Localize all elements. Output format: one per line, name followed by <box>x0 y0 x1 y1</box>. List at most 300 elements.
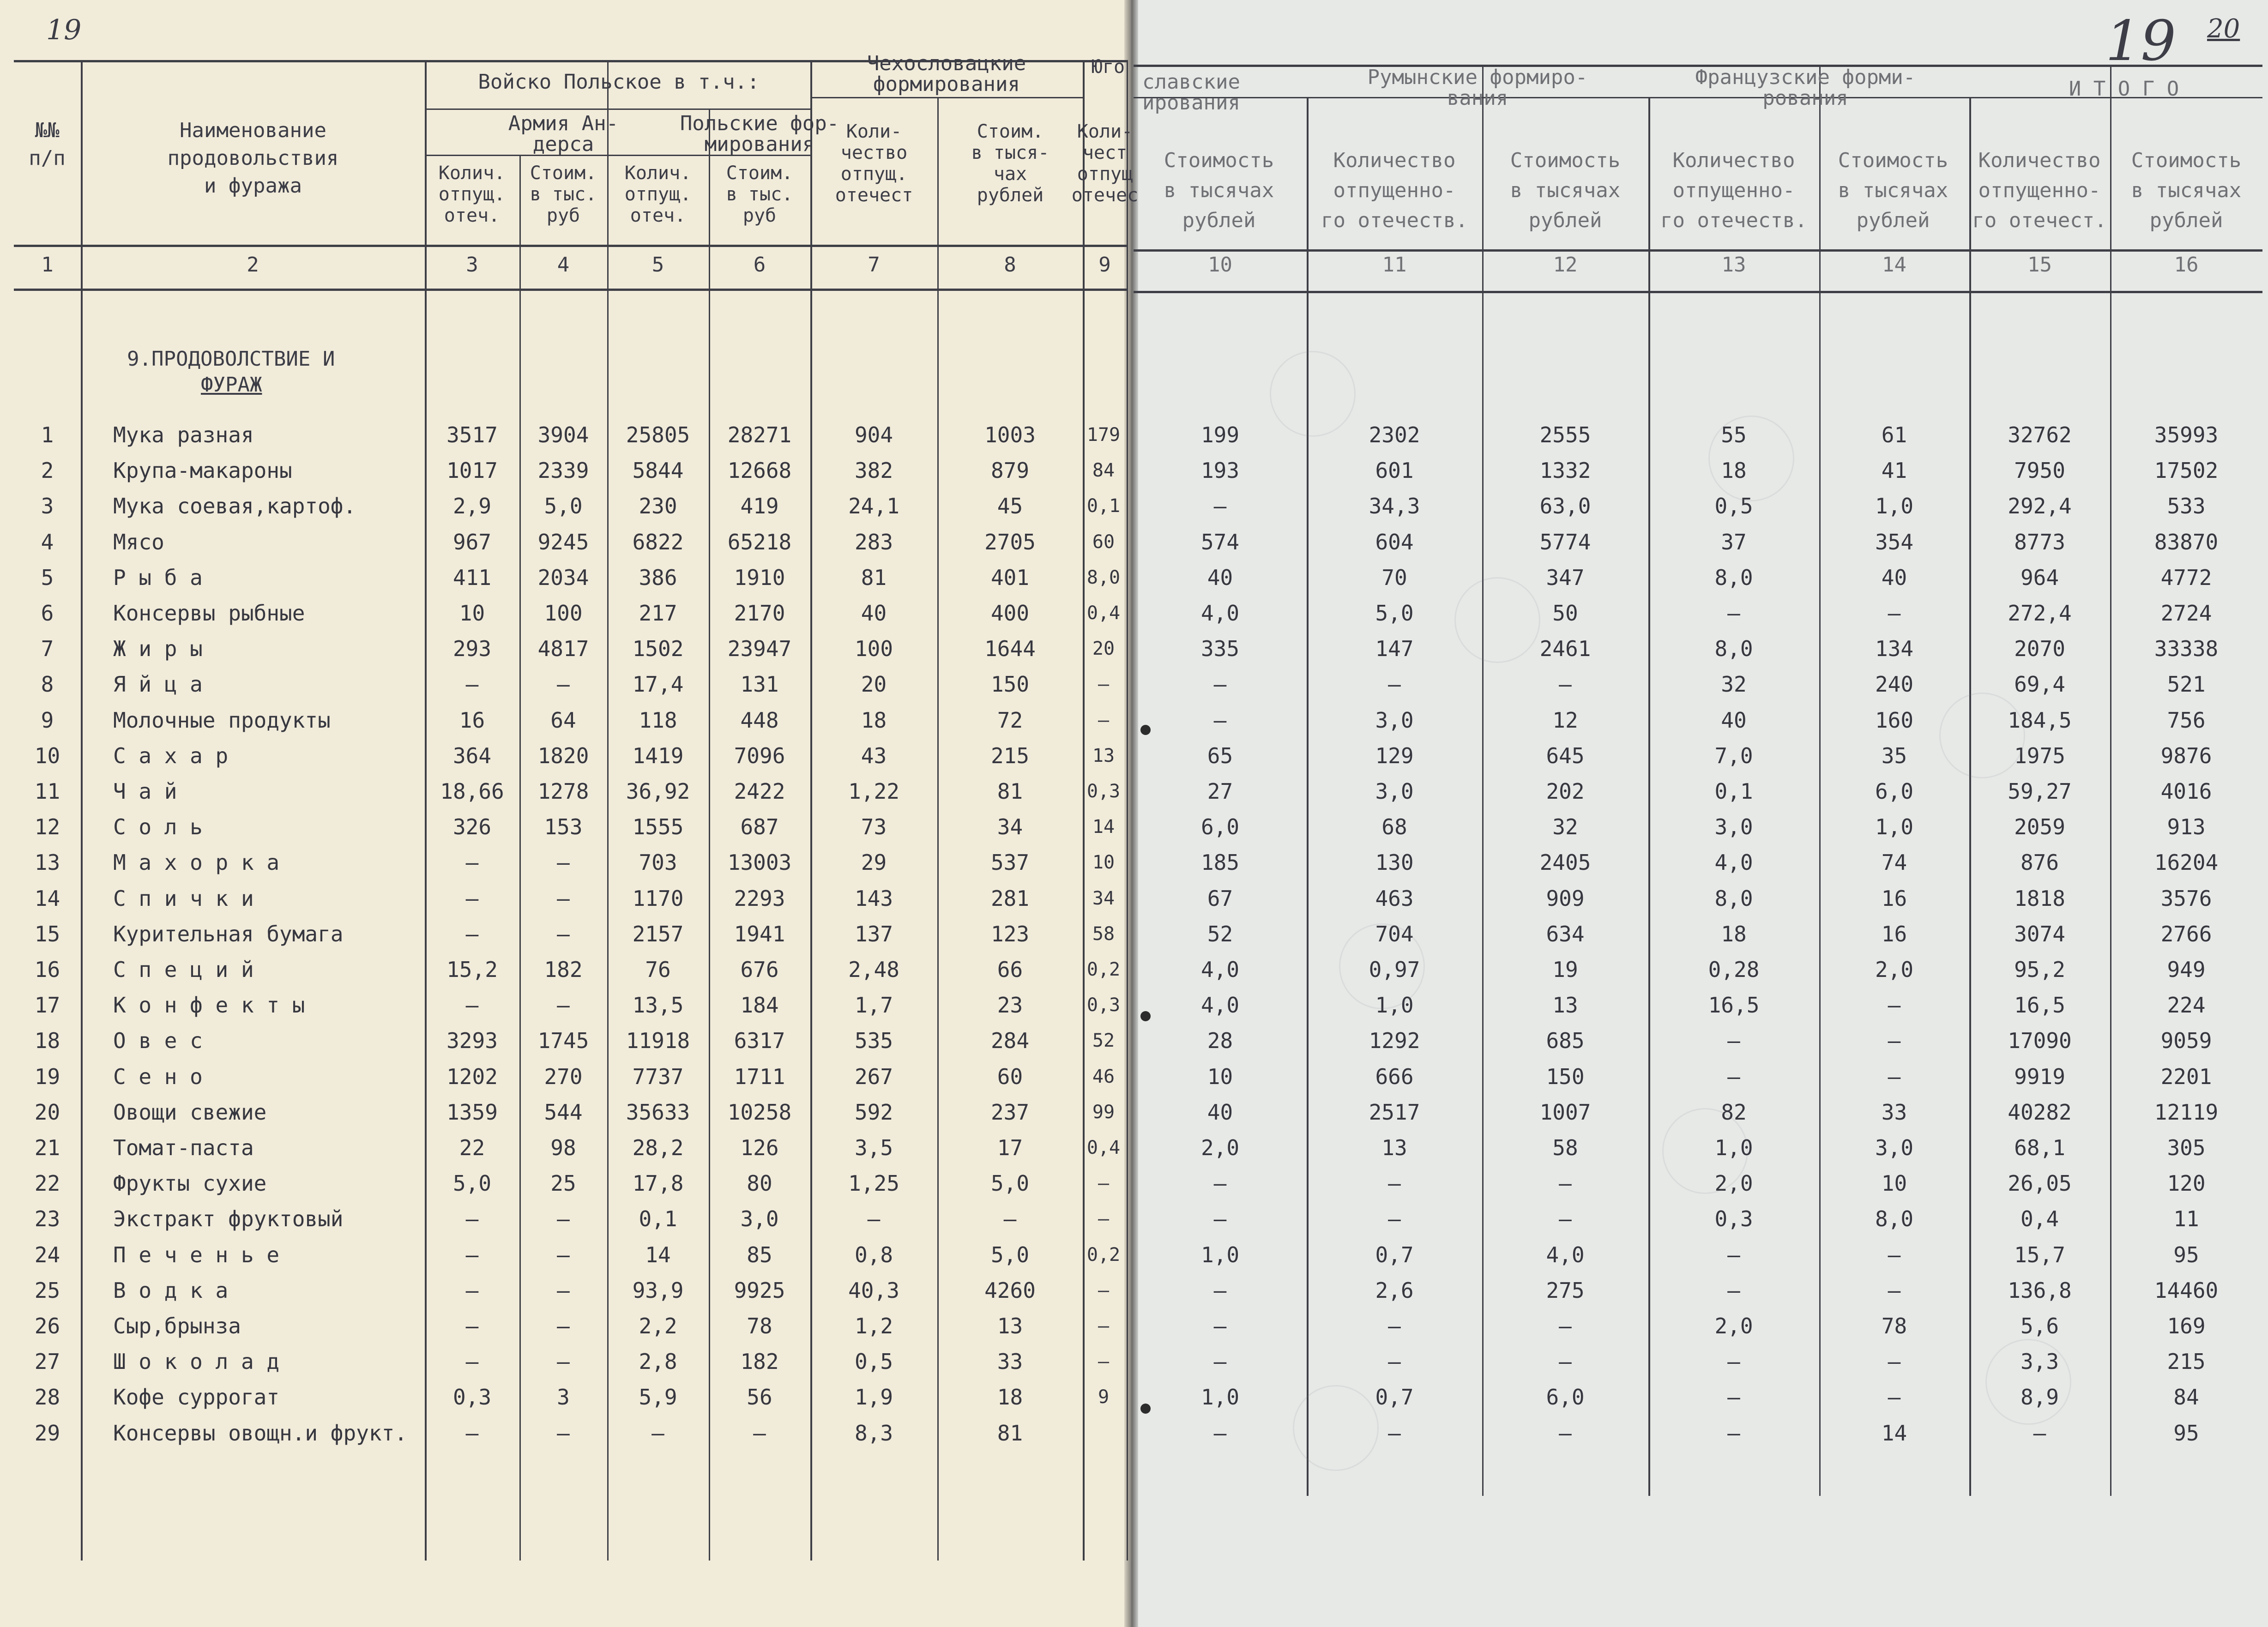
cell-value: – <box>1098 1351 1110 1373</box>
left-page-number: 19 <box>46 14 82 46</box>
cell-value: 1555 <box>632 814 684 840</box>
cell-value: 270 <box>544 1064 583 1089</box>
section-title <box>127 346 335 398</box>
column-number: 2 <box>247 253 259 277</box>
cell-value: 6317 <box>734 1028 785 1054</box>
cell-value: 533 <box>2167 494 2206 519</box>
item-name: С п и ч к и <box>113 886 254 911</box>
cell-value: 20 <box>1092 638 1115 660</box>
cell-value: 182 <box>544 957 583 982</box>
cell-value: 967 <box>452 529 492 554</box>
cell-value: – <box>1888 601 1901 626</box>
cell-value: 160 <box>1875 707 1914 733</box>
cell-value: 32 <box>1552 814 1578 840</box>
cell-value: 704 <box>1375 921 1414 946</box>
header-c4: Стоим. <box>530 163 597 184</box>
cell-value: 0,4 <box>1086 1137 1121 1158</box>
cell-value: 284 <box>990 1028 1030 1054</box>
cell-value: 1292 <box>1369 1028 1420 1054</box>
cell-value: 95 <box>2173 1420 2199 1446</box>
cell-value: 81 <box>997 1420 1023 1446</box>
watermark-stamp <box>1339 923 1425 1009</box>
cell-value: 5,6 <box>2020 1314 2059 1338</box>
header-c15: Количество <box>1978 149 2101 172</box>
cell-value: 58 <box>1092 923 1115 945</box>
cell-value: 17,8 <box>632 1171 684 1196</box>
item-name: К о н ф е к т ы <box>113 993 305 1018</box>
header-c16: в тысячах <box>2131 179 2242 202</box>
cell-value: 14460 <box>2154 1277 2219 1303</box>
cell-value: 18 <box>1721 921 1747 946</box>
cell-value: 4,0 <box>1200 993 1240 1018</box>
header-c10: рублей <box>1182 209 1256 232</box>
header-polish-formations: Польские фор- <box>680 112 839 135</box>
header-c13: отпущенно- <box>1672 179 1795 202</box>
cell-value: 574 <box>1200 529 1240 554</box>
cell-value: – <box>1213 1277 1227 1303</box>
cell-value: 26,05 <box>2008 1171 2072 1196</box>
cell-value: 2461 <box>1539 636 1591 662</box>
cell-value: 40 <box>1207 1099 1233 1125</box>
cell-value: – <box>1559 1206 1572 1232</box>
row-number: 1 <box>41 422 54 447</box>
cell-value: 879 <box>990 458 1030 483</box>
cell-value: 16,5 <box>1708 993 1760 1018</box>
table-row <box>0 457 2268 492</box>
header-c11: отпущенно- <box>1333 179 1456 202</box>
cell-value: 23 <box>997 993 1023 1018</box>
cell-value: 81 <box>861 565 887 590</box>
cell-value: – <box>465 1314 479 1338</box>
cell-value: – <box>1098 1315 1110 1337</box>
header-c11: Количество <box>1333 149 1456 172</box>
cell-value: 40 <box>1207 565 1233 590</box>
table-row <box>0 1312 2268 1348</box>
cell-value: 4,0 <box>1546 1242 1585 1267</box>
cell-value: 143 <box>854 886 893 911</box>
cell-value: – <box>557 1242 570 1267</box>
right-page-number: 19 <box>2105 9 2176 73</box>
header-c15: отпущенно- <box>1978 179 2101 202</box>
cell-value: 65 <box>1207 743 1233 768</box>
header-c12: Стоимость <box>1510 149 1621 172</box>
cell-value: 305 <box>2167 1135 2206 1160</box>
header-yugoslav: славские <box>1142 70 1240 94</box>
cell-value: 4,0 <box>1714 850 1753 875</box>
header-c7: Коли- <box>846 121 902 142</box>
column-number: 4 <box>557 253 570 277</box>
cell-value: 645 <box>1546 743 1585 768</box>
cell-value: 2034 <box>537 565 589 590</box>
header-c6: руб <box>742 205 777 226</box>
cell-value: 147 <box>1375 636 1414 662</box>
cell-value: 150 <box>990 672 1030 697</box>
cell-value: 2,0 <box>1714 1171 1753 1196</box>
header-num: №№ <box>35 119 60 142</box>
row-number: 5 <box>41 565 54 590</box>
cell-value: 364 <box>452 743 492 768</box>
cell-value: 10 <box>1092 852 1115 874</box>
cell-value: 15,2 <box>446 957 498 982</box>
cell-value: – <box>557 1206 570 1232</box>
cell-value: 2,0 <box>1200 1135 1240 1160</box>
cell-value: 0,1 <box>1086 495 1121 517</box>
cell-value: 68 <box>1381 814 1407 840</box>
cell-value: – <box>1559 1420 1572 1446</box>
cell-value: 2,0 <box>1714 1314 1753 1338</box>
cell-value: 2170 <box>734 601 785 626</box>
header-bottom-rule <box>14 245 1127 247</box>
header-c15: го отечест. <box>1972 209 2107 232</box>
row-number: 28 <box>34 1385 60 1410</box>
cell-value: 592 <box>854 1099 893 1125</box>
cell-value: 8,9 <box>2020 1385 2059 1410</box>
header-romanian: вания <box>1447 86 1508 110</box>
cell-value: 78 <box>747 1314 772 1338</box>
cell-value: 2555 <box>1539 422 1591 447</box>
header-c3: отеч. <box>444 205 500 226</box>
cell-value: 1820 <box>537 743 589 768</box>
cell-value: 604 <box>1375 529 1414 554</box>
cell-value: 34,3 <box>1369 494 1420 519</box>
header-c5: отпущ. <box>624 184 692 205</box>
cell-value: 37 <box>1721 529 1747 554</box>
cell-value: 1941 <box>734 921 785 946</box>
cell-value: 535 <box>854 1028 893 1054</box>
cell-value: 634 <box>1546 921 1585 946</box>
cell-value: 3,0 <box>1714 814 1753 840</box>
cell-value: 6,0 <box>1200 814 1240 840</box>
cell-value: 9 <box>1098 1386 1110 1408</box>
header-c8: Стоим. <box>977 121 1044 142</box>
header-c7: отпущ. <box>840 163 908 185</box>
cell-value: 23947 <box>727 636 792 662</box>
cell-value: 10 <box>1207 1064 1233 1089</box>
table-row <box>0 1063 2268 1098</box>
cell-value: 130 <box>1375 850 1414 875</box>
cell-value: – <box>557 1420 570 1446</box>
item-name: Ш о к о л а д <box>113 1349 280 1374</box>
cell-value: 9919 <box>2014 1064 2065 1089</box>
item-name: Экстракт фруктовый <box>113 1206 344 1232</box>
cell-value: 8,3 <box>854 1420 893 1446</box>
header-polish-army: Войско Польское в т.ч.: <box>478 70 760 94</box>
cell-value: – <box>1888 1064 1901 1089</box>
cell-value: 22 <box>459 1135 485 1160</box>
row-number: 20 <box>34 1099 60 1125</box>
cell-value: 83870 <box>2154 529 2219 554</box>
cell-value: 17502 <box>2154 458 2219 483</box>
cell-value: 1202 <box>446 1064 498 1089</box>
cell-value: 537 <box>990 850 1030 875</box>
cell-value: 56 <box>747 1385 772 1410</box>
cell-value: 28271 <box>727 422 792 447</box>
cell-value: 84 <box>2173 1385 2199 1410</box>
item-name: Мука соевая,картоф. <box>113 494 356 519</box>
item-name: Мясо <box>113 529 164 554</box>
cell-value: – <box>1098 674 1110 695</box>
header-c3: Колич. <box>438 163 506 184</box>
cell-value: – <box>1213 707 1227 733</box>
cell-value: 25805 <box>626 422 690 447</box>
cell-value: 0,28 <box>1708 957 1760 982</box>
cell-value: 6,0 <box>1875 779 1914 804</box>
cell-value: 65218 <box>727 529 792 554</box>
row-number: 8 <box>41 672 54 697</box>
table-row <box>0 1134 2268 1169</box>
header-num: п/п <box>29 146 66 170</box>
cell-value: 215 <box>990 743 1030 768</box>
cell-value: 1170 <box>632 886 684 911</box>
cell-value: 7950 <box>2014 458 2065 483</box>
table-row <box>0 956 2268 991</box>
item-name: О в е с <box>113 1028 203 1054</box>
cell-value: 3576 <box>2160 886 2212 911</box>
table-row <box>0 1419 2268 1455</box>
table-row <box>0 885 2268 920</box>
header-c12: в тысячах <box>1510 179 1621 202</box>
header-czech: формирования <box>873 72 1020 96</box>
cell-value: – <box>1098 1208 1110 1230</box>
cell-value: 913 <box>2167 814 2206 840</box>
cell-value: 153 <box>544 814 583 840</box>
cell-value: 100 <box>854 636 893 662</box>
cell-value: 11918 <box>626 1028 690 1054</box>
cell-value: – <box>1213 1171 1227 1196</box>
cell-value: 2,0 <box>1875 957 1914 982</box>
cell-value: 703 <box>639 850 677 875</box>
cell-value: 419 <box>740 494 779 519</box>
cell-value: 2766 <box>2160 921 2212 946</box>
row-number: 19 <box>34 1064 60 1089</box>
cell-value: 2724 <box>2160 601 2212 626</box>
cell-value: 193 <box>1200 458 1240 483</box>
cell-value: 687 <box>740 814 779 840</box>
cell-value: – <box>1213 1420 1227 1446</box>
cell-value: 84 <box>1092 460 1115 482</box>
cell-value: 17 <box>997 1135 1023 1160</box>
cell-value: 40 <box>1721 707 1747 733</box>
cell-value: – <box>1727 1420 1740 1446</box>
header-c4: руб <box>546 205 580 226</box>
header-romanian: Румынские формиро- <box>1367 66 1588 89</box>
cell-value: 1502 <box>632 636 684 662</box>
cell-value: 0,1 <box>639 1206 677 1232</box>
table-row <box>0 1205 2268 1241</box>
cell-value: 8,0 <box>1086 566 1121 588</box>
column-number: 1 <box>41 253 54 277</box>
cell-value: 949 <box>2167 957 2206 982</box>
cell-value: – <box>465 1349 479 1374</box>
row-number: 3 <box>41 494 54 519</box>
cell-value: 16204 <box>2154 850 2219 875</box>
cell-value: 382 <box>854 458 893 483</box>
cell-value: 78 <box>1881 1314 1907 1338</box>
cell-value: 36,92 <box>626 779 690 804</box>
table-row <box>0 635 2268 670</box>
header-czech: Чехословацкие <box>867 52 1026 75</box>
cell-value: 14 <box>1881 1420 1907 1446</box>
cell-value: 3,5 <box>854 1135 893 1160</box>
cell-value: 401 <box>990 565 1030 590</box>
column-number: 9 <box>1098 253 1111 277</box>
cell-value: 6,0 <box>1546 1385 1585 1410</box>
cell-value: 1007 <box>1539 1099 1591 1125</box>
watermark-stamp <box>1270 351 1356 437</box>
cell-value: 1003 <box>984 422 1036 447</box>
row-number: 17 <box>34 993 60 1018</box>
cell-value: 10 <box>1881 1171 1907 1196</box>
cell-value: 184 <box>740 993 779 1018</box>
column-number: 11 <box>1382 253 1407 277</box>
table-row <box>0 813 2268 849</box>
cell-value: 12119 <box>2154 1099 2219 1125</box>
header-french: Французские форми- <box>1695 66 1916 89</box>
cell-value: 0,4 <box>1086 603 1121 624</box>
cell-value: 18 <box>861 707 887 733</box>
cell-value: – <box>1888 1242 1901 1267</box>
cell-value: 5,9 <box>639 1385 677 1410</box>
header-c12: рублей <box>1528 209 1602 232</box>
cell-value: 2,9 <box>452 494 492 519</box>
column-number: 14 <box>1882 253 1906 277</box>
item-name: Консервы рыбные <box>113 601 305 626</box>
cell-value: – <box>1213 672 1227 697</box>
cell-value: 275 <box>1546 1277 1585 1303</box>
section-title-line1: 9.ПРОДОВОЛСТВИЕ И <box>127 347 335 371</box>
cell-value: 25 <box>550 1171 576 1196</box>
cell-value: 904 <box>854 422 893 447</box>
cell-value: – <box>867 1206 881 1232</box>
header-c5: отеч. <box>630 205 686 226</box>
cell-value: 215 <box>2167 1349 2206 1374</box>
cell-value: 16 <box>1881 921 1907 946</box>
cell-value: – <box>1388 1349 1401 1374</box>
cell-value: 2293 <box>734 886 785 911</box>
cell-value: 2705 <box>984 529 1036 554</box>
table-row <box>0 920 2268 956</box>
cell-value: 3,0 <box>1875 1135 1914 1160</box>
table-row <box>0 849 2268 884</box>
header-c3: отпущ. <box>438 184 506 205</box>
item-name: Мука разная <box>113 422 254 447</box>
cell-value: 2405 <box>1539 850 1591 875</box>
cell-value: 9245 <box>537 529 589 554</box>
cell-value: 67 <box>1207 886 1233 911</box>
cell-value: 237 <box>990 1099 1030 1125</box>
cell-value: 1,0 <box>1200 1242 1240 1267</box>
cell-value: 5,0 <box>990 1242 1030 1267</box>
header-c13: го отечеств. <box>1660 209 1807 232</box>
cell-value: – <box>1388 1314 1401 1338</box>
cell-value: 685 <box>1546 1028 1585 1054</box>
row-number: 21 <box>34 1135 60 1160</box>
cell-value: 11 <box>2173 1206 2199 1232</box>
cell-value: 1,22 <box>848 779 899 804</box>
cell-value: 50 <box>1552 601 1578 626</box>
cell-value: 1017 <box>446 458 498 483</box>
cell-value: 2,8 <box>639 1349 677 1374</box>
item-name: Консервы овощн.и фрукт. <box>113 1420 407 1446</box>
cell-value: – <box>557 672 570 697</box>
cell-value: 66 <box>997 957 1023 982</box>
cell-value: 2,2 <box>639 1314 677 1338</box>
cell-value: 76 <box>645 957 671 982</box>
cell-value: 28 <box>1207 1028 1233 1054</box>
table-row <box>0 1098 2268 1134</box>
cell-value: 1,0 <box>1875 814 1914 840</box>
cell-value: 1,0 <box>1875 494 1914 519</box>
cell-value: 7737 <box>632 1064 684 1089</box>
cell-value: 1419 <box>632 743 684 768</box>
header-c4: в тыс. <box>530 184 597 205</box>
cell-value: 28,2 <box>632 1135 684 1160</box>
cell-value: 184,5 <box>2008 707 2072 733</box>
cell-value: – <box>1888 993 1901 1018</box>
cell-value: 2201 <box>2160 1064 2212 1089</box>
cell-value: 1910 <box>734 565 785 590</box>
row-number: 16 <box>34 957 60 982</box>
row-number: 23 <box>34 1206 60 1232</box>
header-c14: в тысячах <box>1838 179 1948 202</box>
cell-value: 1711 <box>734 1064 785 1089</box>
cell-value: 118 <box>639 707 677 733</box>
cell-value: 3904 <box>537 422 589 447</box>
cell-value: 63,0 <box>1539 494 1591 519</box>
cell-value: 202 <box>1546 779 1585 804</box>
cell-value: 93,9 <box>632 1277 684 1303</box>
header-c9: отпущ <box>1077 163 1133 185</box>
cell-value: 82 <box>1721 1099 1747 1125</box>
cell-value: 129 <box>1375 743 1414 768</box>
cell-value: 4260 <box>984 1277 1036 1303</box>
cell-value: 10 <box>459 601 485 626</box>
cell-value: – <box>1727 601 1740 626</box>
cell-value: 240 <box>1875 672 1914 697</box>
column-number: 10 <box>1208 253 1232 277</box>
cell-value: 13 <box>1381 1135 1407 1160</box>
cell-value: – <box>557 1349 570 1374</box>
cell-value: 35633 <box>626 1099 690 1125</box>
cell-value: 217 <box>639 601 677 626</box>
cell-value: 3,0 <box>740 1206 779 1232</box>
cell-value: – <box>1388 1206 1401 1232</box>
cell-value: 2339 <box>537 458 589 483</box>
cell-value: 199 <box>1200 422 1240 447</box>
watermark-stamp <box>1293 1385 1379 1471</box>
cell-value: 1,2 <box>854 1314 893 1338</box>
cell-value: 99 <box>1092 1101 1115 1123</box>
cell-value: 13,5 <box>632 993 684 1018</box>
header-c7: отечест <box>835 185 913 206</box>
column-number: 6 <box>753 253 766 277</box>
cell-value: – <box>1727 1349 1740 1374</box>
cell-value: 34 <box>997 814 1023 840</box>
header-name: Наименование <box>180 119 326 142</box>
column-number: 3 <box>466 253 478 277</box>
table-row <box>0 1027 2268 1062</box>
cell-value: – <box>1727 1385 1740 1410</box>
cell-value: – <box>1727 1028 1740 1054</box>
cell-value: 27 <box>1207 779 1233 804</box>
cell-value: 0,97 <box>1369 957 1420 982</box>
header-c9: чест <box>1082 142 1128 163</box>
cell-value: 2059 <box>2014 814 2065 840</box>
cell-value: 335 <box>1200 636 1240 662</box>
cell-value: 4,0 <box>1200 601 1240 626</box>
cell-value: 1745 <box>537 1028 589 1054</box>
cell-value: 8,0 <box>1714 565 1753 590</box>
